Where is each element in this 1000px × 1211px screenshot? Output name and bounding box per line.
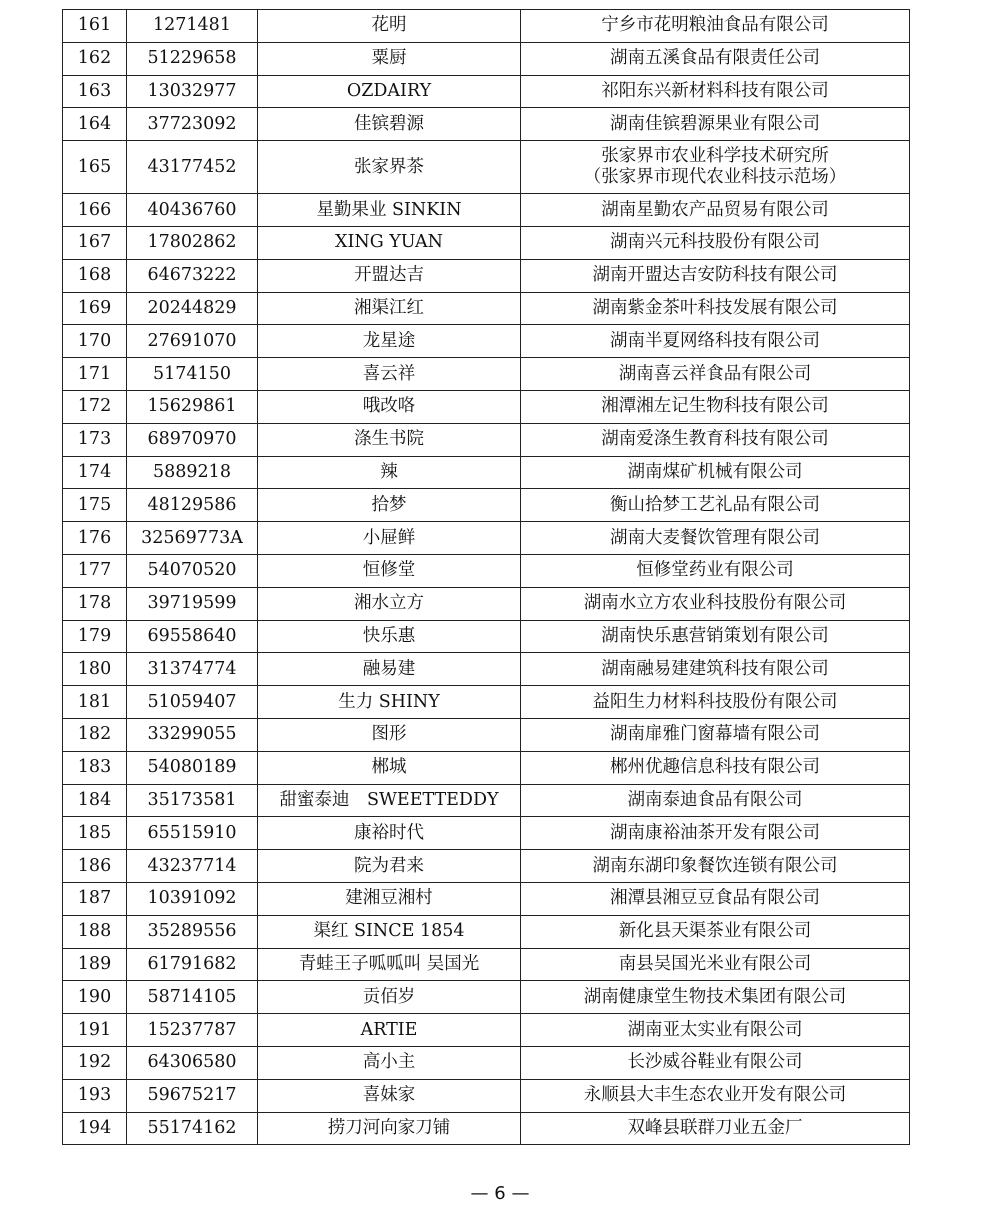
trademark-name: 康裕时代	[258, 817, 521, 850]
row-number: 174	[63, 456, 127, 489]
company-name: 湖南水立方农业科技股份有限公司	[521, 587, 910, 620]
registration-number: 33299055	[127, 718, 258, 751]
table-row	[63, 915, 910, 948]
table-row	[63, 620, 910, 653]
row-number: 167	[63, 226, 127, 259]
table-row	[63, 42, 910, 75]
company-name	[521, 141, 910, 194]
registration-number: 5174150	[127, 358, 258, 391]
registration-number: 15237787	[127, 1014, 258, 1047]
company-name: 益阳生力材料科技股份有限公司	[521, 686, 910, 719]
company-name: 永顺县大丰生态农业开发有限公司	[521, 1079, 910, 1112]
page-number: — 6 —	[470, 1183, 530, 1204]
registration-number: 15629861	[127, 390, 258, 423]
row-number: 168	[63, 259, 127, 292]
table-row	[63, 141, 910, 194]
company-name: 祁阳东兴新材料科技有限公司	[521, 75, 910, 108]
table-row	[63, 423, 910, 456]
row-number: 193	[63, 1079, 127, 1112]
row-number: 186	[63, 850, 127, 883]
trademark-name: 捞刀河向家刀铺	[258, 1112, 521, 1145]
trademark-name: 喜云祥	[258, 358, 521, 391]
company-name: 湖南东湖印象餐饮连锁有限公司	[521, 850, 910, 883]
row-number: 182	[63, 718, 127, 751]
registration-number: 48129586	[127, 489, 258, 522]
registration-number: 69558640	[127, 620, 258, 653]
company-name-line: 张家界市农业科学技术研究所	[601, 146, 829, 167]
company-name: 湖南半夏网络科技有限公司	[521, 325, 910, 358]
company-name: 衡山拾梦工艺礼品有限公司	[521, 489, 910, 522]
row-number: 184	[63, 784, 127, 817]
row-number: 194	[63, 1112, 127, 1145]
row-number: 163	[63, 75, 127, 108]
company-name: 湖南大麦餐饮管理有限公司	[521, 522, 910, 555]
row-number: 166	[63, 194, 127, 227]
trademark-name: OZDAIRY	[258, 75, 521, 108]
registration-number: 31374774	[127, 653, 258, 686]
registration-number: 17802862	[127, 226, 258, 259]
row-number: 181	[63, 686, 127, 719]
trademark-name: 哦改咯	[258, 390, 521, 423]
company-name: 湖南融易建建筑科技有限公司	[521, 653, 910, 686]
row-number: 192	[63, 1046, 127, 1079]
table-row	[63, 1046, 910, 1079]
trademark-name: 院为君来	[258, 850, 521, 883]
registration-number: 40436760	[127, 194, 258, 227]
row-number: 170	[63, 325, 127, 358]
company-name: 湖南健康堂生物技术集团有限公司	[521, 981, 910, 1014]
registration-number: 20244829	[127, 292, 258, 325]
registration-number: 55174162	[127, 1112, 258, 1145]
row-number: 162	[63, 42, 127, 75]
company-name: 南县吴国光米业有限公司	[521, 948, 910, 981]
company-name: 湖南泰迪食品有限公司	[521, 784, 910, 817]
company-name: 湖南亚太实业有限公司	[521, 1014, 910, 1047]
row-number: 169	[63, 292, 127, 325]
trademark-name: 龙星途	[258, 325, 521, 358]
trademark-name: 小屉鲜	[258, 522, 521, 555]
registration-number: 51059407	[127, 686, 258, 719]
company-name: 湖南兴元科技股份有限公司	[521, 226, 910, 259]
trademark-name: 快乐惠	[258, 620, 521, 653]
row-number: 176	[63, 522, 127, 555]
table-row	[63, 948, 910, 981]
row-number: 164	[63, 108, 127, 141]
company-name: 湖南康裕油茶开发有限公司	[521, 817, 910, 850]
trademark-name: 融易建	[258, 653, 521, 686]
table-row	[63, 554, 910, 587]
row-number: 177	[63, 554, 127, 587]
table-row	[63, 358, 910, 391]
trademark-name: 粟厨	[258, 42, 521, 75]
trademark-name: 贡佰岁	[258, 981, 521, 1014]
company-name: 湖南星勤农产品贸易有限公司	[521, 194, 910, 227]
company-name: 宁乡市花明粮油食品有限公司	[521, 10, 910, 43]
row-number: 185	[63, 817, 127, 850]
trademark-name: 甜蜜泰迪 SWEETTEDDY	[258, 784, 521, 817]
registration-number: 32569773A	[127, 522, 258, 555]
trademark-name: 佳镔碧源	[258, 108, 521, 141]
registration-number: 43237714	[127, 850, 258, 883]
table-row	[63, 292, 910, 325]
table-row	[63, 882, 910, 915]
registration-number: 54080189	[127, 751, 258, 784]
trademark-name: 喜妹家	[258, 1079, 521, 1112]
row-number: 187	[63, 882, 127, 915]
table-row	[63, 1014, 910, 1047]
company-name: 湖南紫金茶叶科技发展有限公司	[521, 292, 910, 325]
row-number: 178	[63, 587, 127, 620]
registration-number: 64673222	[127, 259, 258, 292]
registration-number: 68970970	[127, 423, 258, 456]
trademark-name: 郴城	[258, 751, 521, 784]
company-name: 湖南扉雅门窗幕墙有限公司	[521, 718, 910, 751]
row-number: 189	[63, 948, 127, 981]
registration-number: 35173581	[127, 784, 258, 817]
table-row	[63, 456, 910, 489]
table-row	[63, 981, 910, 1014]
registration-number: 54070520	[127, 554, 258, 587]
trademark-name: 拾梦	[258, 489, 521, 522]
trademark-name: 渠红 SINCE 1854	[258, 915, 521, 948]
row-number: 188	[63, 915, 127, 948]
registration-number: 5889218	[127, 456, 258, 489]
table-row	[63, 1112, 910, 1145]
trademark-name: 恒修堂	[258, 554, 521, 587]
trademark-name: 开盟达吉	[258, 259, 521, 292]
table-row	[63, 522, 910, 555]
registration-number: 35289556	[127, 915, 258, 948]
trademark-name: 青蛙王子呱呱叫 吴国光	[258, 948, 521, 981]
row-number: 165	[63, 141, 127, 194]
table-row	[63, 686, 910, 719]
table-row	[63, 817, 910, 850]
table-row	[63, 194, 910, 227]
row-number: 175	[63, 489, 127, 522]
registration-number: 59675217	[127, 1079, 258, 1112]
table-row	[63, 718, 910, 751]
company-name: 湖南佳镔碧源果业有限公司	[521, 108, 910, 141]
table-row	[63, 751, 910, 784]
company-name: 湖南煤矿机械有限公司	[521, 456, 910, 489]
registration-number: 65515910	[127, 817, 258, 850]
registration-number: 61791682	[127, 948, 258, 981]
row-number: 173	[63, 423, 127, 456]
table-row	[63, 489, 910, 522]
company-name: 湖南快乐惠营销策划有限公司	[521, 620, 910, 653]
company-name: 郴州优趣信息科技有限公司	[521, 751, 910, 784]
row-number: 191	[63, 1014, 127, 1047]
company-name: 湖南喜云祥食品有限公司	[521, 358, 910, 391]
registration-number: 10391092	[127, 882, 258, 915]
registration-number: 27691070	[127, 325, 258, 358]
table-row	[63, 1079, 910, 1112]
registration-number: 1271481	[127, 10, 258, 43]
trademark-name: 张家界茶	[258, 141, 521, 194]
registration-number: 43177452	[127, 141, 258, 194]
company-name: 湖南爱涤生教育科技有限公司	[521, 423, 910, 456]
trademark-name: ARTIE	[258, 1014, 521, 1047]
company-name: 双峰县联群刀业五金厂	[521, 1112, 910, 1145]
row-number: 172	[63, 390, 127, 423]
registration-number: 39719599	[127, 587, 258, 620]
table-row	[63, 259, 910, 292]
trademark-name: 生力 SHINY	[258, 686, 521, 719]
table-row	[63, 108, 910, 141]
table-row	[63, 587, 910, 620]
row-number: 190	[63, 981, 127, 1014]
company-name: 湘潭湘左记生物科技有限公司	[521, 390, 910, 423]
trademark-name: 图形	[258, 718, 521, 751]
table-body	[63, 10, 910, 1145]
trademark-name: 花明	[258, 10, 521, 43]
trademark-name: 湘渠江红	[258, 292, 521, 325]
table-row	[63, 226, 910, 259]
table-row	[63, 653, 910, 686]
row-number: 183	[63, 751, 127, 784]
trademark-name: 辣	[258, 456, 521, 489]
table-row	[63, 784, 910, 817]
row-number: 180	[63, 653, 127, 686]
company-name: 新化县天渠茶业有限公司	[521, 915, 910, 948]
company-name: 湖南五溪食品有限责任公司	[521, 42, 910, 75]
registration-number: 58714105	[127, 981, 258, 1014]
row-number: 161	[63, 10, 127, 43]
trademark-name: XING YUAN	[258, 226, 521, 259]
trademark-table	[62, 9, 910, 1145]
table-row	[63, 850, 910, 883]
registration-number: 51229658	[127, 42, 258, 75]
company-name: 湘潭县湘豆豆食品有限公司	[521, 882, 910, 915]
company-name: 长沙威谷鞋业有限公司	[521, 1046, 910, 1079]
table-row	[63, 325, 910, 358]
trademark-name: 湘水立方	[258, 587, 521, 620]
company-name: 湖南开盟达吉安防科技有限公司	[521, 259, 910, 292]
registration-number: 37723092	[127, 108, 258, 141]
trademark-name: 建湘豆湘村	[258, 882, 521, 915]
trademark-name: 涤生书院	[258, 423, 521, 456]
registration-number: 13032977	[127, 75, 258, 108]
trademark-name: 星勤果业 SINKIN	[258, 194, 521, 227]
company-name: 恒修堂药业有限公司	[521, 554, 910, 587]
registration-number: 64306580	[127, 1046, 258, 1079]
table-row	[63, 390, 910, 423]
row-number: 171	[63, 358, 127, 391]
table-row	[63, 75, 910, 108]
company-name-line: （张家界市现代农业科技示范场）	[583, 167, 847, 188]
trademark-name: 高小主	[258, 1046, 521, 1079]
row-number: 179	[63, 620, 127, 653]
table-row	[63, 10, 910, 43]
